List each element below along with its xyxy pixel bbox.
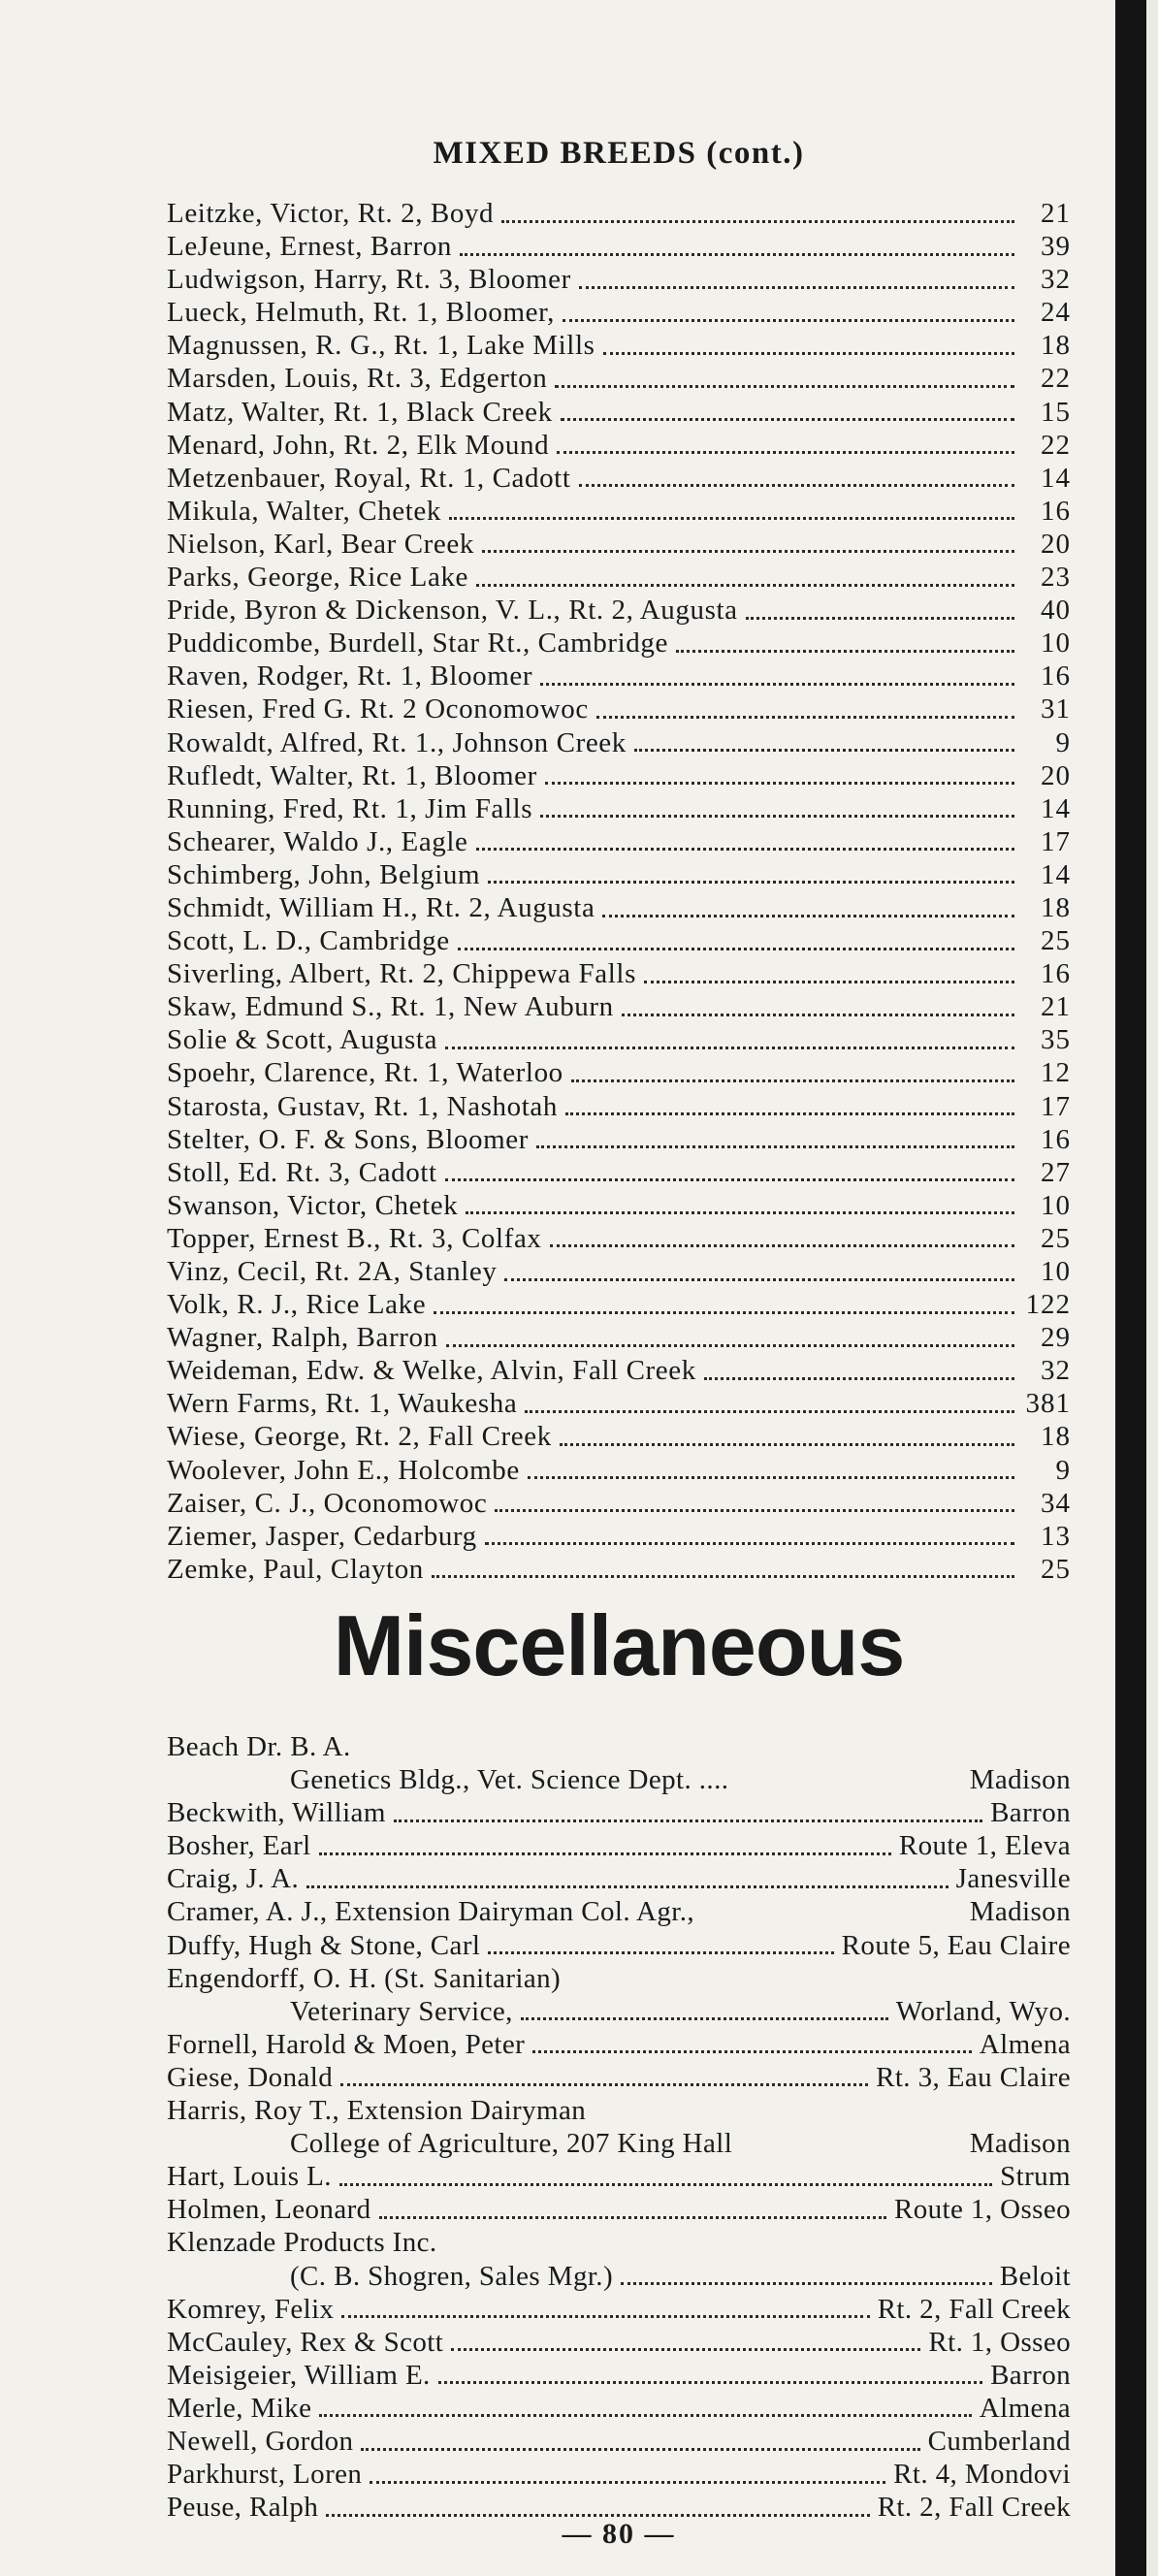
list-item xyxy=(167,1487,1071,1520)
list-item xyxy=(167,561,1071,594)
list-item xyxy=(167,891,1071,924)
misc-name: Veterinary Service, xyxy=(290,1995,513,2027)
dot-leader xyxy=(565,1112,1014,1115)
dot-leader xyxy=(571,1079,1014,1082)
entry-count: 9 xyxy=(1055,1454,1071,1486)
entry-name: Mikula, Walter, Chetek xyxy=(167,495,441,527)
list-item xyxy=(167,1354,1071,1387)
dot-leader xyxy=(432,1575,1014,1578)
dot-leader xyxy=(555,385,1014,388)
entry-name: Pride, Byron & Dickenson, V. L., Rt. 2, Augusta xyxy=(167,595,738,627)
entry-count: 22 xyxy=(1041,429,1071,461)
misc-list xyxy=(167,1730,1071,2524)
entry-count: 39 xyxy=(1041,231,1071,263)
entry-count: 18 xyxy=(1041,1421,1071,1453)
entry-name: Stoll, Ed. Rt. 3, Cadott xyxy=(167,1156,437,1188)
misc-name: Craig, J. A. xyxy=(167,1863,300,1895)
list-item xyxy=(167,296,1071,329)
dot-leader xyxy=(449,517,1014,520)
entry-count: 16 xyxy=(1041,958,1071,990)
entry-count: 14 xyxy=(1041,792,1071,824)
list-item xyxy=(167,462,1071,495)
misc-heading: Miscellaneous xyxy=(333,1597,905,1693)
misc-place: Barron xyxy=(990,2359,1071,2391)
misc-name: (C. B. Shogren, Sales Mgr.) xyxy=(290,2260,614,2292)
misc-place: Route 5, Eau Claire xyxy=(841,1929,1071,1961)
entry-name: Lueck, Helmuth, Rt. 1, Bloomer, xyxy=(167,297,556,329)
entry-count: 10 xyxy=(1041,1256,1071,1287)
list-item xyxy=(167,1189,1071,1222)
list-item xyxy=(167,1553,1071,1586)
entry-count: 16 xyxy=(1041,495,1071,527)
dot-leader xyxy=(536,1145,1014,1148)
list-item xyxy=(167,495,1071,528)
entry-name: Rufledt, Walter, Rt. 1, Bloomer xyxy=(167,759,537,791)
list-item xyxy=(167,528,1071,561)
dot-leader xyxy=(528,1476,1014,1479)
list-item xyxy=(167,1895,1071,1928)
misc-name: Cramer, A. J., Extension Dairyman Col. Agr., xyxy=(167,1896,695,1928)
misc-name: Harris, Roy T., Extension Dairyman xyxy=(167,2095,587,2127)
list-item xyxy=(167,1730,1071,1763)
list-item xyxy=(167,726,1071,759)
dot-leader xyxy=(634,749,1014,752)
misc-place: Rt. 2, Fall Creek xyxy=(877,2492,1071,2524)
entry-count: 31 xyxy=(1041,693,1071,725)
entry-name: Magnussen, R. G., Rt. 1, Lake Mills xyxy=(167,330,595,362)
misc-place: Strum xyxy=(1000,2161,1071,2193)
dot-leader xyxy=(540,815,1014,818)
dot-leader xyxy=(451,2348,920,2351)
dot-leader xyxy=(319,2414,971,2417)
misc-place: Almena xyxy=(979,2028,1071,2060)
dot-leader xyxy=(446,1344,1014,1347)
misc-place: Madison xyxy=(969,1896,1071,1928)
list-item xyxy=(167,825,1071,858)
list-item xyxy=(167,2359,1071,2392)
misc-name: Peuse, Ralph xyxy=(167,2492,319,2524)
dot-leader xyxy=(482,550,1014,553)
list-item xyxy=(167,197,1071,230)
entry-name: Scott, L. D., Cambridge xyxy=(167,925,450,957)
list-item xyxy=(167,1288,1071,1321)
dot-leader xyxy=(501,220,1014,223)
dot-leader xyxy=(504,1278,1014,1281)
list-item xyxy=(167,1420,1071,1453)
list-item xyxy=(167,594,1071,627)
misc-name: Beckwith, William xyxy=(167,1797,386,1829)
misc-name: Holmen, Leonard xyxy=(167,2194,371,2226)
entry-count: 27 xyxy=(1041,1156,1071,1188)
misc-place: Worland, Wyo. xyxy=(895,1995,1071,2027)
list-item xyxy=(167,1387,1071,1420)
list-item xyxy=(167,990,1071,1023)
dot-leader xyxy=(495,1509,1014,1512)
list-item xyxy=(167,1023,1071,1056)
entry-count: 17 xyxy=(1041,1090,1071,1122)
entry-name: Vinz, Cecil, Rt. 2A, Stanley xyxy=(167,1256,498,1287)
entry-name: Schimberg, John, Belgium xyxy=(167,858,481,890)
list-item xyxy=(167,1454,1071,1487)
dot-leader xyxy=(476,584,1014,587)
dot-leader xyxy=(370,2481,885,2484)
entry-name: LeJeune, Ernest, Barron xyxy=(167,231,453,263)
misc-name: Meisigeier, William E. xyxy=(167,2359,431,2391)
list-item xyxy=(167,1056,1071,1089)
list-item xyxy=(167,2028,1071,2061)
section-title: MIXED BREEDS (cont.) xyxy=(433,136,805,171)
list-item xyxy=(167,1156,1071,1189)
dot-leader xyxy=(466,1211,1014,1214)
entry-count: 25 xyxy=(1041,1222,1071,1254)
list-item xyxy=(167,1763,1071,1796)
list-item xyxy=(167,759,1071,792)
dot-leader xyxy=(644,981,1014,983)
dot-leader xyxy=(361,2448,919,2451)
dot-leader xyxy=(676,650,1014,653)
misc-place: Beloit xyxy=(999,2260,1071,2292)
entry-count: 25 xyxy=(1041,925,1071,957)
entry-count: 21 xyxy=(1041,991,1071,1023)
misc-name: Hart, Louis L. xyxy=(167,2161,332,2193)
list-item xyxy=(167,2260,1071,2293)
entry-count: 32 xyxy=(1041,264,1071,296)
entry-name: Volk, R. J., Rice Lake xyxy=(167,1289,427,1321)
misc-name: Giese, Donald xyxy=(167,2061,334,2093)
entry-name: Puddicombe, Burdell, Star Rt., Cambridge xyxy=(167,628,668,660)
dot-leader xyxy=(306,1885,949,1888)
list-item xyxy=(167,2392,1071,2425)
entry-count: 24 xyxy=(1041,297,1071,329)
dot-leader xyxy=(557,451,1014,454)
entry-count: 381 xyxy=(1025,1388,1071,1420)
entry-count: 9 xyxy=(1055,726,1071,758)
list-item xyxy=(167,1962,1071,1995)
dot-leader xyxy=(621,2282,992,2285)
entry-count: 10 xyxy=(1041,628,1071,660)
entry-count: 12 xyxy=(1041,1057,1071,1089)
entry-count: 13 xyxy=(1041,1520,1071,1552)
list-item xyxy=(167,263,1071,296)
entry-count: 25 xyxy=(1041,1553,1071,1585)
list-item xyxy=(167,627,1071,660)
dot-leader xyxy=(394,1819,982,1822)
list-item xyxy=(167,2293,1071,2326)
entry-count: 18 xyxy=(1041,891,1071,923)
dot-leader xyxy=(340,2083,868,2086)
entry-count: 16 xyxy=(1041,1123,1071,1155)
misc-name: Bosher, Earl xyxy=(167,1830,311,1862)
dot-leader xyxy=(540,683,1014,686)
list-item xyxy=(167,2425,1071,2458)
misc-place: Janesville xyxy=(955,1863,1071,1895)
misc-name: Duffy, Hugh & Stone, Carl xyxy=(167,1929,481,1961)
entry-name: Metzenbauer, Royal, Rt. 1, Cadott xyxy=(167,462,571,494)
misc-name: Newell, Gordon xyxy=(167,2425,354,2457)
dot-leader xyxy=(445,1178,1014,1181)
entry-count: 18 xyxy=(1041,330,1071,362)
list-item xyxy=(167,230,1071,263)
entry-count: 14 xyxy=(1041,858,1071,890)
list-item xyxy=(167,858,1071,891)
dot-leader xyxy=(326,2514,869,2517)
list-item xyxy=(167,1123,1071,1156)
breeders-list xyxy=(167,197,1071,1586)
misc-place: Madison xyxy=(969,2128,1071,2160)
dot-leader xyxy=(525,1410,1014,1413)
entry-name: Wagner, Ralph, Barron xyxy=(167,1322,438,1354)
dot-leader xyxy=(341,2315,869,2318)
entry-name: Weideman, Edw. & Welke, Alvin, Fall Creek xyxy=(167,1355,696,1387)
list-item xyxy=(167,1090,1071,1123)
entry-name: Menard, John, Rt. 2, Elk Mound xyxy=(167,429,550,461)
entry-name: Spoehr, Clarence, Rt. 1, Waterloo xyxy=(167,1057,563,1089)
list-item xyxy=(167,692,1071,725)
entry-name: Siverling, Albert, Rt. 2, Chippewa Falls xyxy=(167,958,636,990)
binding-spine xyxy=(1115,0,1146,2576)
list-item xyxy=(167,1796,1071,1829)
list-item xyxy=(167,2160,1071,2193)
entry-name: Matz, Walter, Rt. 1, Black Creek xyxy=(167,396,553,428)
entry-name: Rowaldt, Alfred, Rt. 1., Johnson Creek xyxy=(167,726,627,758)
misc-place: Rt. 2, Fall Creek xyxy=(877,2293,1071,2325)
dot-leader xyxy=(561,418,1014,421)
entry-name: Parks, George, Rice Lake xyxy=(167,562,469,594)
misc-place: Rt. 4, Mondovi xyxy=(893,2459,1071,2491)
list-item xyxy=(167,2061,1071,2094)
entry-name: Zaiser, C. J., Oconomowoc xyxy=(167,1487,488,1519)
dot-leader xyxy=(550,1244,1014,1247)
list-item xyxy=(167,1520,1071,1553)
list-item xyxy=(167,1321,1071,1354)
entry-count: 40 xyxy=(1041,595,1071,627)
list-item xyxy=(167,2127,1071,2160)
misc-place: Almena xyxy=(979,2392,1071,2424)
misc-place: Rt. 1, Osseo xyxy=(928,2326,1071,2358)
dot-leader xyxy=(704,1377,1014,1380)
list-item xyxy=(167,924,1071,957)
dot-leader xyxy=(603,352,1015,355)
list-item xyxy=(167,792,1071,825)
dot-leader xyxy=(545,782,1014,785)
entry-count: 17 xyxy=(1041,825,1071,857)
list-item xyxy=(167,1255,1071,1288)
entry-name: Nielson, Karl, Bear Creek xyxy=(167,528,474,560)
page-number: — 80 — xyxy=(562,2518,676,2550)
entry-count: 22 xyxy=(1041,363,1071,395)
dot-leader xyxy=(622,1014,1014,1016)
list-item xyxy=(167,1829,1071,1862)
dot-leader xyxy=(434,1311,1014,1314)
entry-name: Skaw, Edmund S., Rt. 1, New Auburn xyxy=(167,991,614,1023)
list-item xyxy=(167,2326,1071,2359)
entry-count: 32 xyxy=(1041,1355,1071,1387)
dot-leader xyxy=(596,716,1014,719)
entry-name: Raven, Rodger, Rt. 1, Bloomer xyxy=(167,660,533,692)
entry-count: 122 xyxy=(1025,1289,1071,1321)
entry-name: Marsden, Louis, Rt. 3, Edgerton xyxy=(167,363,548,395)
misc-place: Route 1, Eleva xyxy=(898,1830,1071,1862)
list-item xyxy=(167,660,1071,692)
dot-leader xyxy=(319,1852,891,1855)
dot-leader xyxy=(579,286,1014,289)
entry-name: Stelter, O. F. & Sons, Bloomer xyxy=(167,1123,529,1155)
entry-name: Ludwigson, Harry, Rt. 3, Bloomer xyxy=(167,264,571,296)
dot-leader xyxy=(521,2017,888,2020)
list-item xyxy=(167,429,1071,462)
misc-place: Rt. 3, Eau Claire xyxy=(876,2061,1071,2093)
entry-count: 20 xyxy=(1041,528,1071,560)
entry-name: Wern Farms, Rt. 1, Waukesha xyxy=(167,1388,518,1420)
dot-leader xyxy=(560,1443,1014,1446)
misc-name: Engendorff, O. H. (St. Sanitarian) xyxy=(167,1962,562,1994)
page-edge xyxy=(1146,0,1158,2576)
entry-name: Solie & Scott, Augusta xyxy=(167,1024,438,1056)
dot-leader xyxy=(445,1046,1014,1049)
entry-name: Running, Fred, Rt. 1, Jim Falls xyxy=(167,792,533,824)
entry-name: Starosta, Gustav, Rt. 1, Nashotah xyxy=(167,1090,558,1122)
dot-leader xyxy=(339,2183,992,2186)
list-item xyxy=(167,362,1071,395)
entry-count: 34 xyxy=(1041,1487,1071,1519)
entry-count: 20 xyxy=(1041,759,1071,791)
entry-count: 29 xyxy=(1041,1322,1071,1354)
misc-name: Parkhurst, Loren xyxy=(167,2459,363,2491)
dot-leader xyxy=(563,319,1014,322)
entry-name: Schearer, Waldo J., Eagle xyxy=(167,825,468,857)
misc-name: Merle, Mike xyxy=(167,2392,312,2424)
list-item xyxy=(167,2458,1071,2491)
entry-count: 16 xyxy=(1041,660,1071,692)
dot-leader xyxy=(746,617,1014,620)
list-item xyxy=(167,1995,1071,2028)
entry-name: Zemke, Paul, Clayton xyxy=(167,1553,424,1585)
entry-name: Leitzke, Victor, Rt. 2, Boyd xyxy=(167,198,495,229)
list-item xyxy=(167,1862,1071,1895)
dot-leader xyxy=(438,2381,982,2384)
entry-name: Swanson, Victor, Chetek xyxy=(167,1189,459,1221)
dot-leader xyxy=(532,2050,972,2053)
misc-name: Genetics Bldg., Vet. Science Dept. .... xyxy=(290,1764,729,1796)
dot-leader xyxy=(476,848,1014,851)
misc-name: McCauley, Rex & Scott xyxy=(167,2326,444,2358)
dot-leader xyxy=(460,253,1014,256)
entry-count: 21 xyxy=(1041,198,1071,229)
list-item xyxy=(167,1222,1071,1255)
list-item xyxy=(167,329,1071,362)
list-item xyxy=(167,1929,1071,1962)
dot-leader xyxy=(485,1542,1014,1545)
entry-name: Wiese, George, Rt. 2, Fall Creek xyxy=(167,1421,552,1453)
list-item xyxy=(167,957,1071,990)
entry-name: Topper, Ernest B., Rt. 3, Colfax xyxy=(167,1222,542,1254)
dot-leader xyxy=(458,948,1014,950)
dot-leader xyxy=(379,2216,886,2219)
misc-place: Cumberland xyxy=(927,2425,1071,2457)
misc-name: Fornell, Harold & Moen, Peter xyxy=(167,2028,526,2060)
list-item xyxy=(167,2193,1071,2226)
misc-place: Route 1, Osseo xyxy=(893,2194,1071,2226)
dot-leader xyxy=(579,484,1015,487)
misc-name: Komrey, Felix xyxy=(167,2293,335,2325)
entry-count: 35 xyxy=(1041,1024,1071,1056)
entry-count: 10 xyxy=(1041,1189,1071,1221)
entry-name: Ziemer, Jasper, Cedarburg xyxy=(167,1520,477,1552)
misc-name: College of Agriculture, 207 King Hall xyxy=(290,2128,733,2160)
list-item xyxy=(167,2094,1071,2127)
dot-leader xyxy=(488,1951,833,1954)
list-item xyxy=(167,2226,1071,2259)
misc-place: Barron xyxy=(990,1797,1071,1829)
entry-name: Riesen, Fred G. Rt. 2 Oconomowoc xyxy=(167,693,589,725)
dot-leader xyxy=(602,915,1014,918)
entry-name: Schmidt, William H., Rt. 2, Augusta xyxy=(167,891,595,923)
list-item xyxy=(167,396,1071,429)
entry-count: 23 xyxy=(1041,562,1071,594)
misc-place: Madison xyxy=(969,1764,1071,1796)
entry-name: Woolever, John E., Holcombe xyxy=(167,1454,520,1486)
misc-name: Beach Dr. B. A. xyxy=(167,1731,351,1762)
dot-leader xyxy=(488,881,1014,884)
entry-count: 15 xyxy=(1041,396,1071,428)
entry-count: 14 xyxy=(1041,462,1071,494)
misc-name: Klenzade Products Inc. xyxy=(167,2227,437,2259)
